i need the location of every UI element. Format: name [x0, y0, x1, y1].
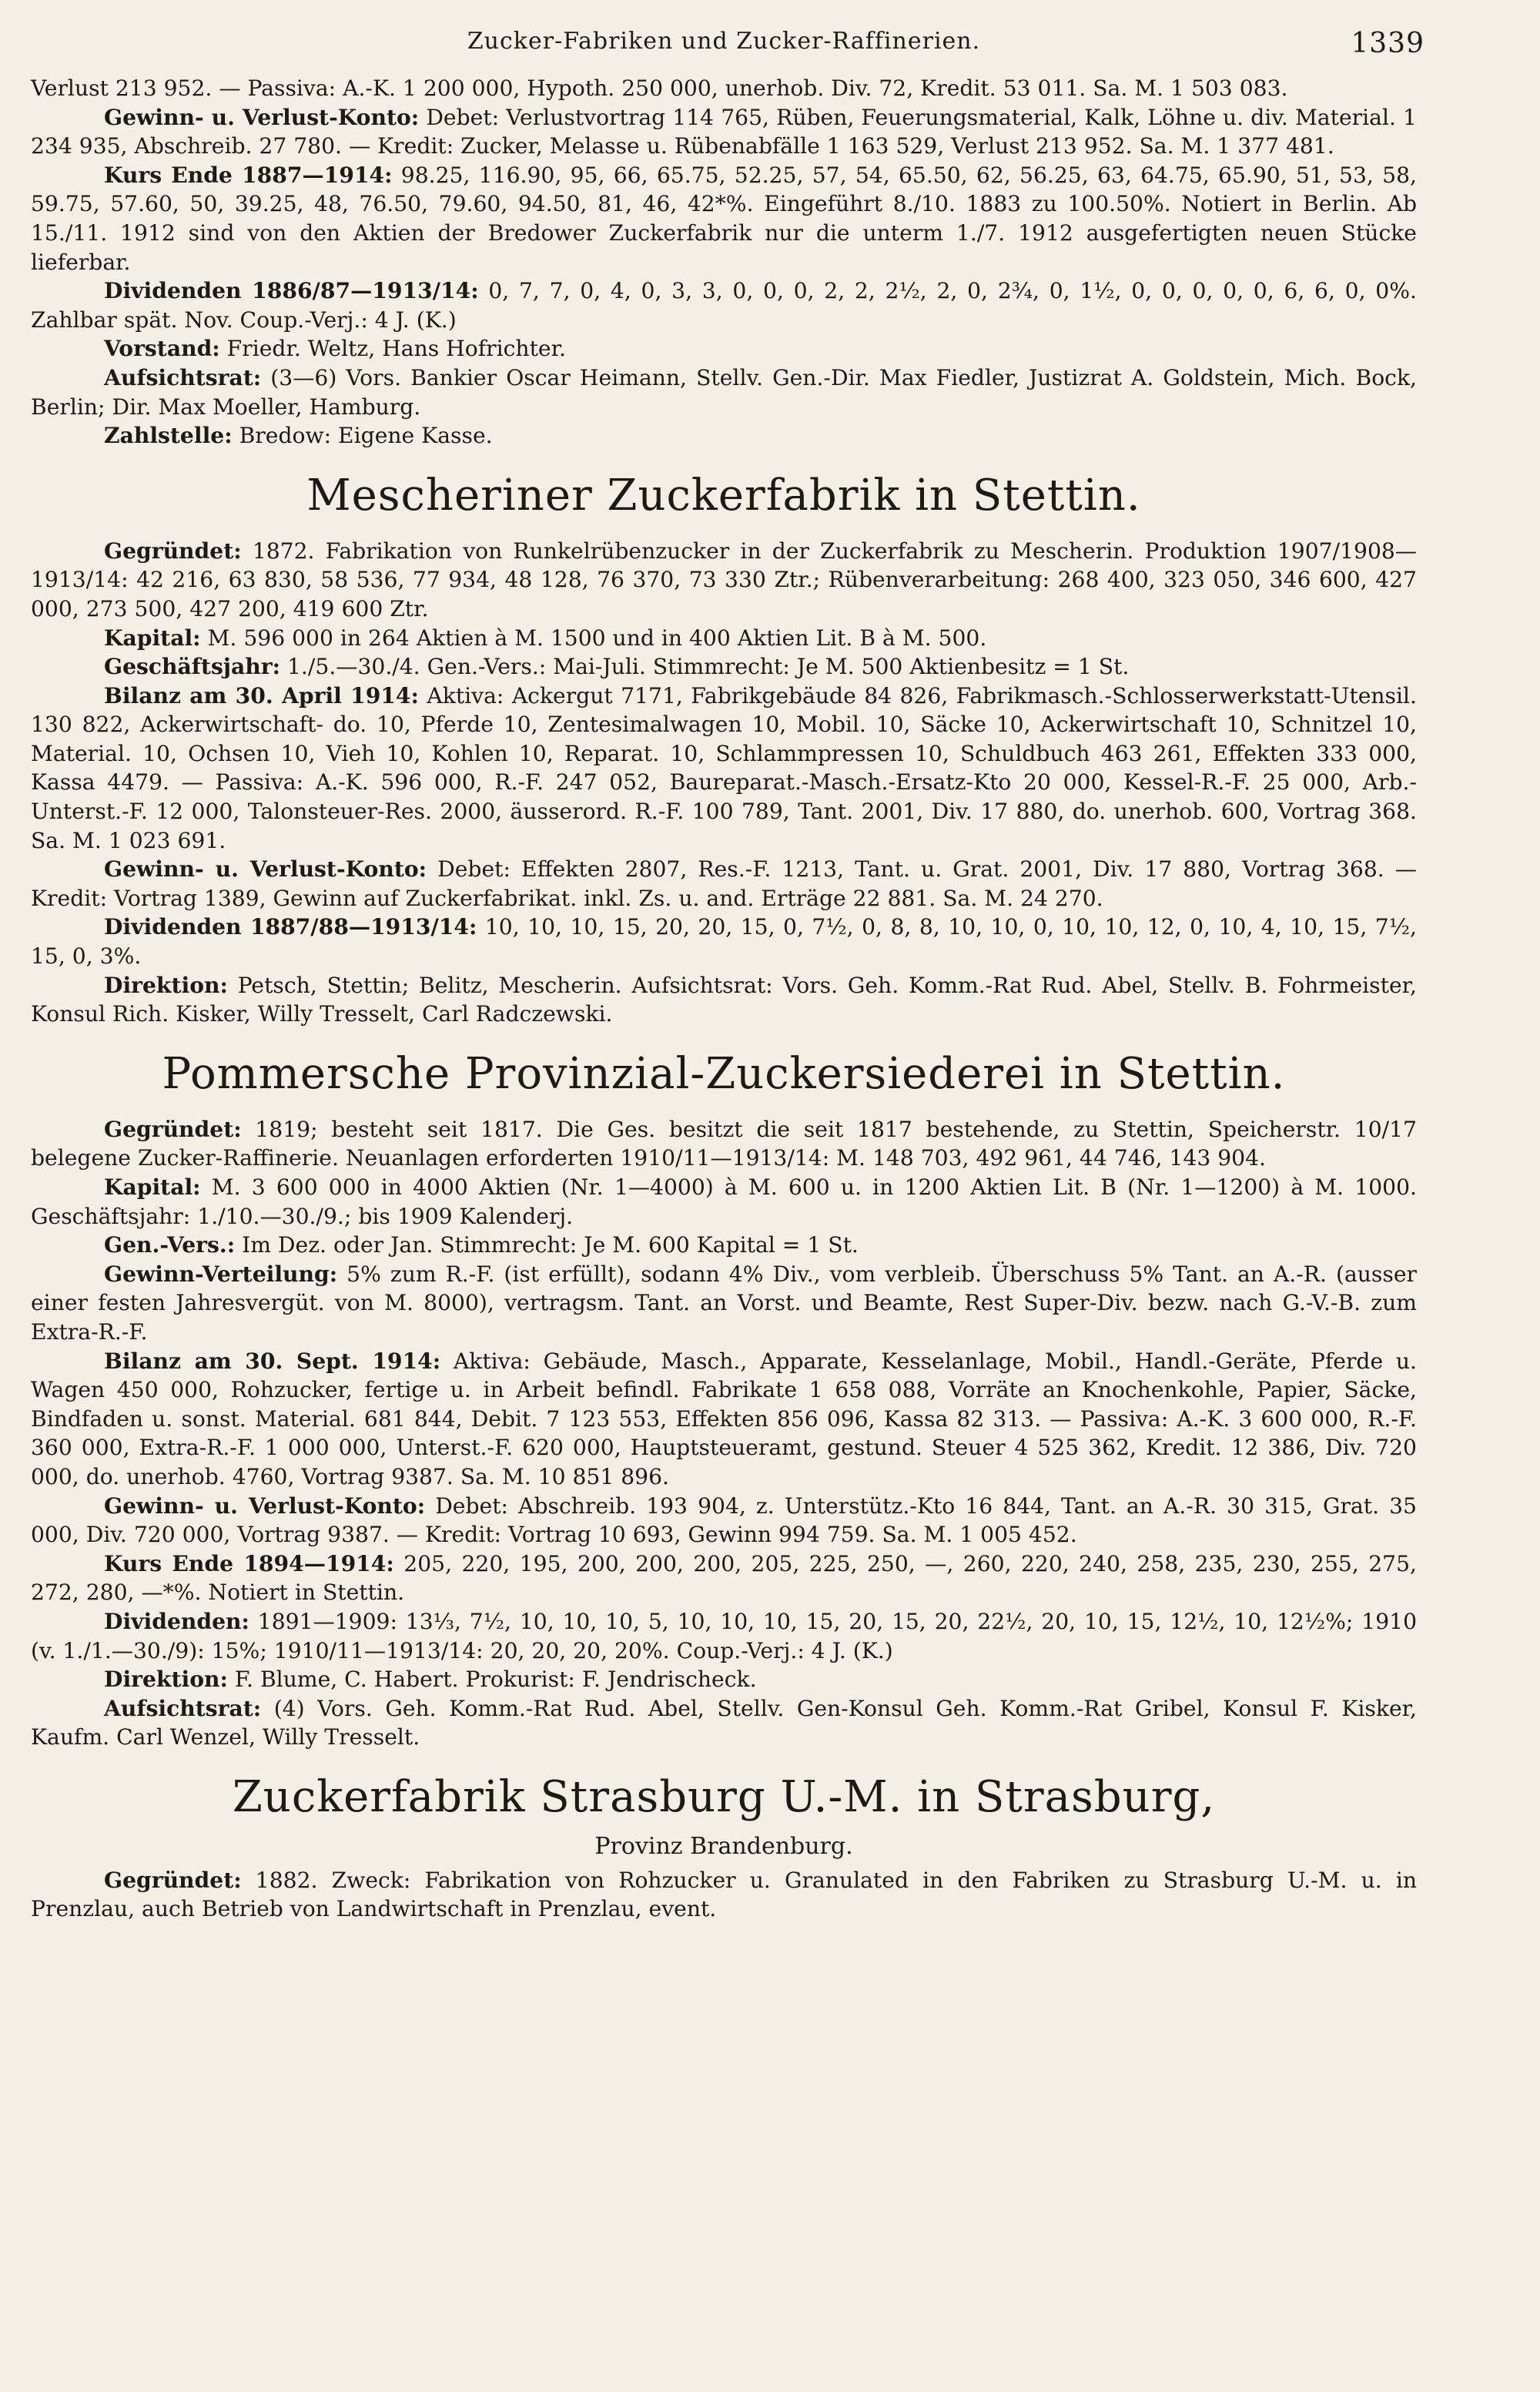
entry-paragraph — [31, 913, 1417, 970]
entry-text: 205, 220, 195, 200, 200, 200, 205, 225, 250, —, 260, 220, 240, 258, 235, 230, 255, 275, 272, 280, —*%. Notiert in Stettin. — [31, 1550, 1417, 1606]
entry-paragraph — [31, 74, 1417, 103]
entry-paragraph — [31, 1231, 1417, 1260]
entry-text: F. Blume, C. Habert. Prokurist: F. Jendrischeck. — [234, 1667, 757, 1693]
entry-paragraph — [31, 1607, 1417, 1665]
entry-paragraph — [31, 1694, 1417, 1752]
entry-text: 1819; besteht seit 1817. Die Ges. besitzt die seit 1817 bestehende, zu Stettin, Speicherstr. 10/17 belegene Zucker-Raffinerie. Neuanlagen erforderten 1910/11—1913/14: M. 148 703, 492 961, 44 746, 143 904. — [31, 1116, 1417, 1171]
entry-paragraph — [31, 1492, 1417, 1549]
entry-label: Gewinn-Verteilung: — [104, 1261, 338, 1287]
entry-paragraph — [31, 161, 1417, 276]
company-title: Pommersche Provinzial-Zuckersiederei in Stettin. — [162, 1048, 1286, 1099]
entry-label: Direktion: — [104, 972, 228, 998]
entry-paragraph — [31, 1665, 1417, 1694]
entry-paragraph — [31, 363, 1417, 421]
entry-label: Dividenden: — [104, 1608, 249, 1634]
entry-label: Gewinn- u. Verlust-Konto: — [104, 1492, 426, 1519]
entry-text: Aktiva: Gebäude, Masch., Apparate, Kesselanlage, Mobil., Handl.-Geräte, Pferde u. Wagen 450 000, Rohzucker, fertige u. in Arbeit befindl. Fabrikate 1 658 088, Vorräte an Knochenkohle, Papier, Säcke, Bindfaden u. sonst. Material. 681 844, Debit. 7 123 553, Effekten 856 096, Kassa 82 313. — Passiva: A.-K. 3 600 000, R.-F. 360 000, Extra-R.-F. 1 000 000, Unterst.-F. 620 000, Hauptsteueramt, gestund. Steuer 4 525 362, Kredit. 12 386, Div. 720 000, do. unerhob. 4760, Vortrag 9387. Sa. M. 10 851 896. — [31, 1348, 1417, 1489]
company-section — [31, 1047, 1417, 1752]
entry-label: Direktion: — [104, 1667, 228, 1693]
entry-paragraph — [31, 1549, 1417, 1607]
entry-text: 1891—1909: 13⅓, 7½, 10, 10, 10, 5, 10, 10, 10, 15, 20, 15, 20, 22½, 20, 10, 15, 12½, 10, 12½%; 1910 (v. 1./1.—30./9): 15%; 1910/11—1913/14: 20, 20, 20, 20%. Coup.-Verj.: 4 J. (K.) — [31, 1608, 1418, 1663]
running-title: Zucker-Fabriken und Zucker-Raffinerien. — [467, 28, 981, 55]
entry-text: Debet: Abschreib. 193 904, z. Unterstütz.-Kto 16 844, Tant. an A.-R. 30 315, Grat. 35 000, Div. 720 000, Vortrag 9387. — Kredit: Vortrag 10 693, Gewinn 994 759. Sa. M. 1 005 452. — [31, 1492, 1417, 1548]
entry-text: M. 3 600 000 in 4000 Aktien (Nr. 1—4000) à M. 600 u. in 1200 Aktien Lit. B (Nr. 1—1200) à M. 1000. Geschäftsjahr: 1./10.—30./9.; bis 1909 Kalenderj. — [31, 1174, 1417, 1229]
entry-label: Dividenden 1887/88—1913/14: — [104, 914, 477, 940]
running-header — [31, 28, 1424, 74]
entry-text: 98.25, 116.90, 95, 66, 65.75, 52.25, 57, 54, 65.50, 62, 56.25, 63, 64.75, 65.90, 51, 53, 58, 59.75, 57.60, 50, 39.25, 48, 76.50, 79.60, 94.50, 81, 46, 42*%. Eingeführt 8./10. 1883 zu 100.50%. Notiert in Berlin. Ab 15./11. 1912 sind von den Aktien der Bredower Zuckerfabrik nur die unterm 1./7. 1912 ausgefertigten neuen Stücke lieferbar. — [31, 162, 1418, 275]
entry-paragraph — [31, 1173, 1417, 1231]
entry-label: Gegründet: — [104, 1116, 242, 1142]
entry-label: Gewinn- u. Verlust-Konto: — [104, 856, 427, 883]
entry-paragraph — [31, 537, 1417, 624]
entry-label: Bilanz am 30. Sept. 1914: — [104, 1348, 441, 1374]
entry-label: Aufsichtsrat: — [104, 364, 262, 390]
entry-text: M. 596 000 in 264 Aktien à M. 1500 und in 400 Aktien Lit. B à M. 500. — [207, 625, 987, 651]
entry-paragraph — [31, 682, 1417, 856]
entry-label: Aufsichtsrat: — [104, 1695, 262, 1721]
entry-paragraph — [31, 421, 1417, 451]
entry-label: Zahlstelle: — [104, 423, 233, 449]
entry-text: 1./5.—30./4. Gen.-Vers.: Mai-Juli. Stimmrecht: Je M. 500 Aktienbesitz = 1 St. — [287, 654, 1130, 680]
entry-text: Aktiva: Ackergut 7171, Fabrikgebäude 84 826, Fabrikmasch.-Schlosserwerkstatt-Utensil. 130 822, Ackerwirtschaft- do. 10, Pferde 10, Zentesimalwagen 10, Mobil. 10, Säcke 10, Ackerwirtschaft 10, Schnitzel 10, Material. 10, Ochsen 10, Vieh 10, Kohlen 10, Reparat. 10, Schlammpressen 10, Schuldbuch 463 261, Effekten 333 000, Kassa 4479. — Passiva: A.-K. 596 000, R.-F. 247 052, Baureparat.-Masch.-Ersatz-Kto 20 000, Kessel-R.-F. 25 000, Arb.-Unterst.-F. 12 000, Talonsteuer-Res. 2000, äusserord. R.-F. 100 789, Tant. 2001, Div. 17 880, do. unerhob. 600, Vortrag 368. Sa. M. 1 023 691. — [31, 682, 1418, 853]
entry-paragraph — [31, 1347, 1417, 1492]
company-section — [31, 74, 1417, 451]
entry-label: Kurs Ende 1887—1914: — [104, 162, 393, 188]
entry-text: 1872. Fabrikation von Runkelrübenzucker in der Zuckerfabrik zu Mescherin. Produktion 1907/1908—1913/14: 42 216, 63 830, 58 536, 77 934, 48 128, 76 370, 73 330 Ztr.; Rübenverarbeitung: 268 400, 323 050, 346 600, 427 000, 273 500, 427 200, 419 600 Ztr. — [31, 538, 1417, 621]
entry-label: Gewinn- u. Verlust-Konto: — [104, 104, 420, 130]
entry-text: Friedr. Weltz, Hans Hofrichter. — [226, 336, 566, 362]
entry-text: Petsch, Stettin; Belitz, Mescherin. Aufsichtsrat: Vors. Geh. Komm.-Rat Rud. Abel, Stellv. B. Fohrmeister, Konsul Rich. Kisker, Willy Tresselt, Carl Radczewski. — [31, 972, 1417, 1027]
entry-label: Gen.-Vers.: — [104, 1232, 236, 1258]
entry-text: Debet: Effekten 2807, Res.-F. 1213, Tant. u. Grat. 2001, Div. 17 880, Vortrag 368. — Kredit: Vortrag 1389, Gewinn auf Zuckerfabrikat. inkl. Zs. u. and. Erträge 22 881. Sa. M. 24 270. — [31, 856, 1417, 911]
entry-paragraph — [31, 855, 1417, 913]
entry-paragraph — [31, 1115, 1417, 1173]
entry-text: 5% zum R.-F. (ist erfüllt), sodann 4% Div., vom verbleib. Überschuss 5% Tant. an A.-R. (ausser einer festen Jahresvergüt. von M. 8000), vertragsm. Tant. an Vorst. und Beamte, Rest Super-Div. bezw. nach G.-V.-B. zum Extra-R.-F. — [31, 1261, 1417, 1345]
entry-label: Gegründet: — [104, 1867, 242, 1893]
entry-label: Dividenden 1886/87—1913/14: — [104, 278, 479, 304]
entry-text: 0, 7, 7, 0, 4, 0, 3, 3, 0, 0, 0, 2, 2, 2½, 2, 0, 2¾, 0, 1½, 0, 0, 0, 0, 0, 6, 6, 0, 0%. Zahlbar spät. Nov. Coup.-Verj.: 4 J. (K.) — [31, 278, 1417, 333]
entry-text: Verlust 213 952. — Passiva: A.-K. 1 200 000, Hypoth. 250 000, unerhob. Div. 72, Kredit. 53 011. Sa. M. 1 503 083. — [31, 75, 1288, 101]
entry-text: Bredow: Eigene Kasse. — [239, 423, 493, 449]
entry-text: Im Dez. oder Jan. Stimmrecht: Je M. 600 Kapital = 1 St. — [242, 1232, 859, 1258]
entry-paragraph — [31, 624, 1417, 653]
entry-text: 1882. Zweck: Fabrikation von Rohzucker u. Granulated in den Fabriken zu Strasburg U.-M. u. in Prenzlau, auch Betrieb von Landwirtschaft in Prenzlau, event. — [31, 1867, 1417, 1922]
entry-paragraph — [31, 1866, 1417, 1924]
company-subtitle: Provinz Brandenburg. — [594, 1832, 853, 1860]
page-number: 1339 — [1351, 28, 1424, 59]
entry-paragraph — [31, 103, 1417, 161]
entry-paragraph — [31, 652, 1417, 682]
entry-text: Debet: Verlustvortrag 114 765, Rüben, Feuerungsmaterial, Kalk, Löhne u. div. Material. 1 234 935, Abschreib. 27 780. — Kredit: Zucker, Melasse u. Rübenabfälle 1 163 529, Verlust 213 952. Sa. M. 1 377 481. — [31, 104, 1417, 159]
entry-label: Kurs Ende 1894—1914: — [104, 1550, 394, 1576]
entry-label: Gegründet: — [104, 538, 242, 564]
entry-label: Geschäftsjahr: — [104, 654, 281, 680]
entry-label: Kapital: — [104, 625, 201, 651]
entry-paragraph — [31, 334, 1417, 363]
entry-label: Vorstand: — [104, 336, 220, 362]
entry-paragraph — [31, 971, 1417, 1029]
entry-text: 10, 10, 10, 15, 20, 20, 15, 0, 7½, 0, 8, 8, 10, 10, 0, 10, 10, 12, 0, 10, 4, 10, 15, 7½, 15, 0, 3%. — [31, 914, 1417, 970]
company-section — [31, 469, 1417, 1029]
page-content — [31, 74, 1417, 1924]
entry-label: Kapital: — [104, 1174, 201, 1200]
entry-paragraph — [31, 1260, 1417, 1347]
entry-text: (3—6) Vors. Bankier Oscar Heimann, Stellv. Gen.-Dir. Max Fiedler, Justizrat A. Goldstein, Mich. Bock, Berlin; Dir. Max Moeller, Hamburg. — [31, 364, 1417, 420]
company-section — [31, 1771, 1417, 1924]
company-title: Zuckerfabrik Strasburg U.-M. in Strasburg, — [232, 1771, 1216, 1822]
entry-label: Bilanz am 30. April 1914: — [104, 682, 419, 709]
company-title: Mescheriner Zuckerfabrik in Stettin. — [306, 470, 1141, 521]
entry-paragraph — [31, 276, 1417, 334]
entry-text: (4) Vors. Geh. Komm.-Rat Rud. Abel, Stellv. Gen-Konsul Geh. Komm.-Rat Gribel, Konsul F. Kisker, Kaufm. Carl Wenzel, Willy Tresselt. — [31, 1695, 1417, 1750]
